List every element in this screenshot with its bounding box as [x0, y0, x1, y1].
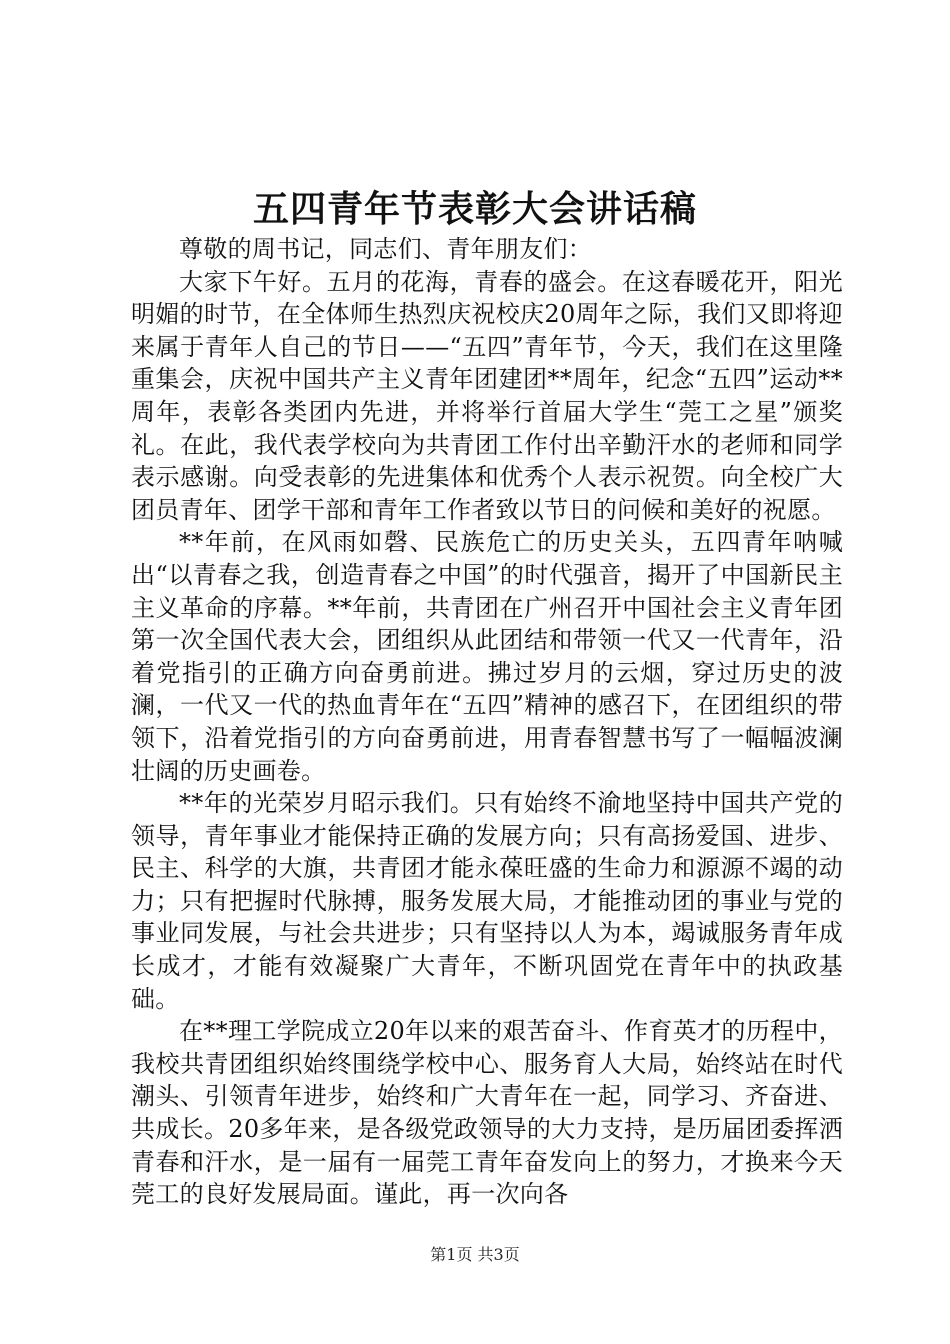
paragraph-lessons: **年的光荣岁月昭示我们。只有始终不渝地坚持中国共产党的领导，青年事业才能保持正确的发展方向；只有高扬爱国、进步、民主、科学的大旗，共青团才能永葆旺盛的生命力和源源不竭的动力；只有把握时代脉搏，服务发展大局，才能推动团的事业与党的事业同发展，与社会共进步；只有坚持以人为本，竭诚服务青年成长成才，才能有效凝聚广大青年，不断巩固党在青年中的执政基础。 [131, 789, 843, 1013]
paragraph-school: 在**理工学院成立20年以来的艰苦奋斗、作育英才的历程中，我校共青团组织始终围绕学校中心、服务育人大局，始终站在时代潮头、引领青年进步，始终和广大青年在一起，同学习、齐奋进、共成长。20多年来，是各级党政领导的大力支持，是历届团委挥洒青春和汗水，是一届有一届莞工青年奋发向上的努力，才换来今天莞工的良好发展局面。谨此，再一次向各 [131, 1017, 843, 1209]
document-title: 五四青年节表彰大会讲话稿 [252, 188, 697, 230]
paragraph-opening: 大家下午好。五月的花海，青春的盛会。在这春暖花开，阳光明媚的时节，在全体师生热烈庆祝校庆20周年之际，我们又即将迎来属于青年人自己的节日——“五四”青年节，今天，我们在这里隆重集会，庆祝中国共产主义青年团建团**周年，纪念“五四”运动**周年，表彰各类团内先进，并将举行首届大学生“莞工之星”颁奖礼。在此，我代表学校向为共青团工作付出辛勤汗水的老师和同学表示感谢。向受表彰的先进集体和优秀个人表示祝贺。向全校广大团员青年、团学干部和青年工作者致以节日的问候和美好的祝愿。 [131, 267, 843, 524]
paragraph-history: **年前，在风雨如磬、民族危亡的历史关头，五四青年呐喊出“以青春之我，创造青春之中国”的时代强音，揭开了中国新民主主义革命的序幕。**年前，共青团在广州召开中国社会主义青年团第一次全国代表大会，团组织从此团结和带领一代又一代青年，沿着党指引的正确方向奋勇前进。拂过岁月的云烟，穿过历史的波澜，一代又一代的热血青年在“五四”精神的感召下，在团组织的带领下，沿着党指引的方向奋勇前进，用青春智慧书写了一幅幅波澜壮阔的历史画卷。 [131, 528, 843, 785]
document-body [131, 233, 843, 1211]
paragraph-salutation: 尊敬的周书记，同志们、青年朋友们： [179, 235, 593, 263]
page-number-footer: 第1页 共3页 [430, 1245, 520, 1264]
